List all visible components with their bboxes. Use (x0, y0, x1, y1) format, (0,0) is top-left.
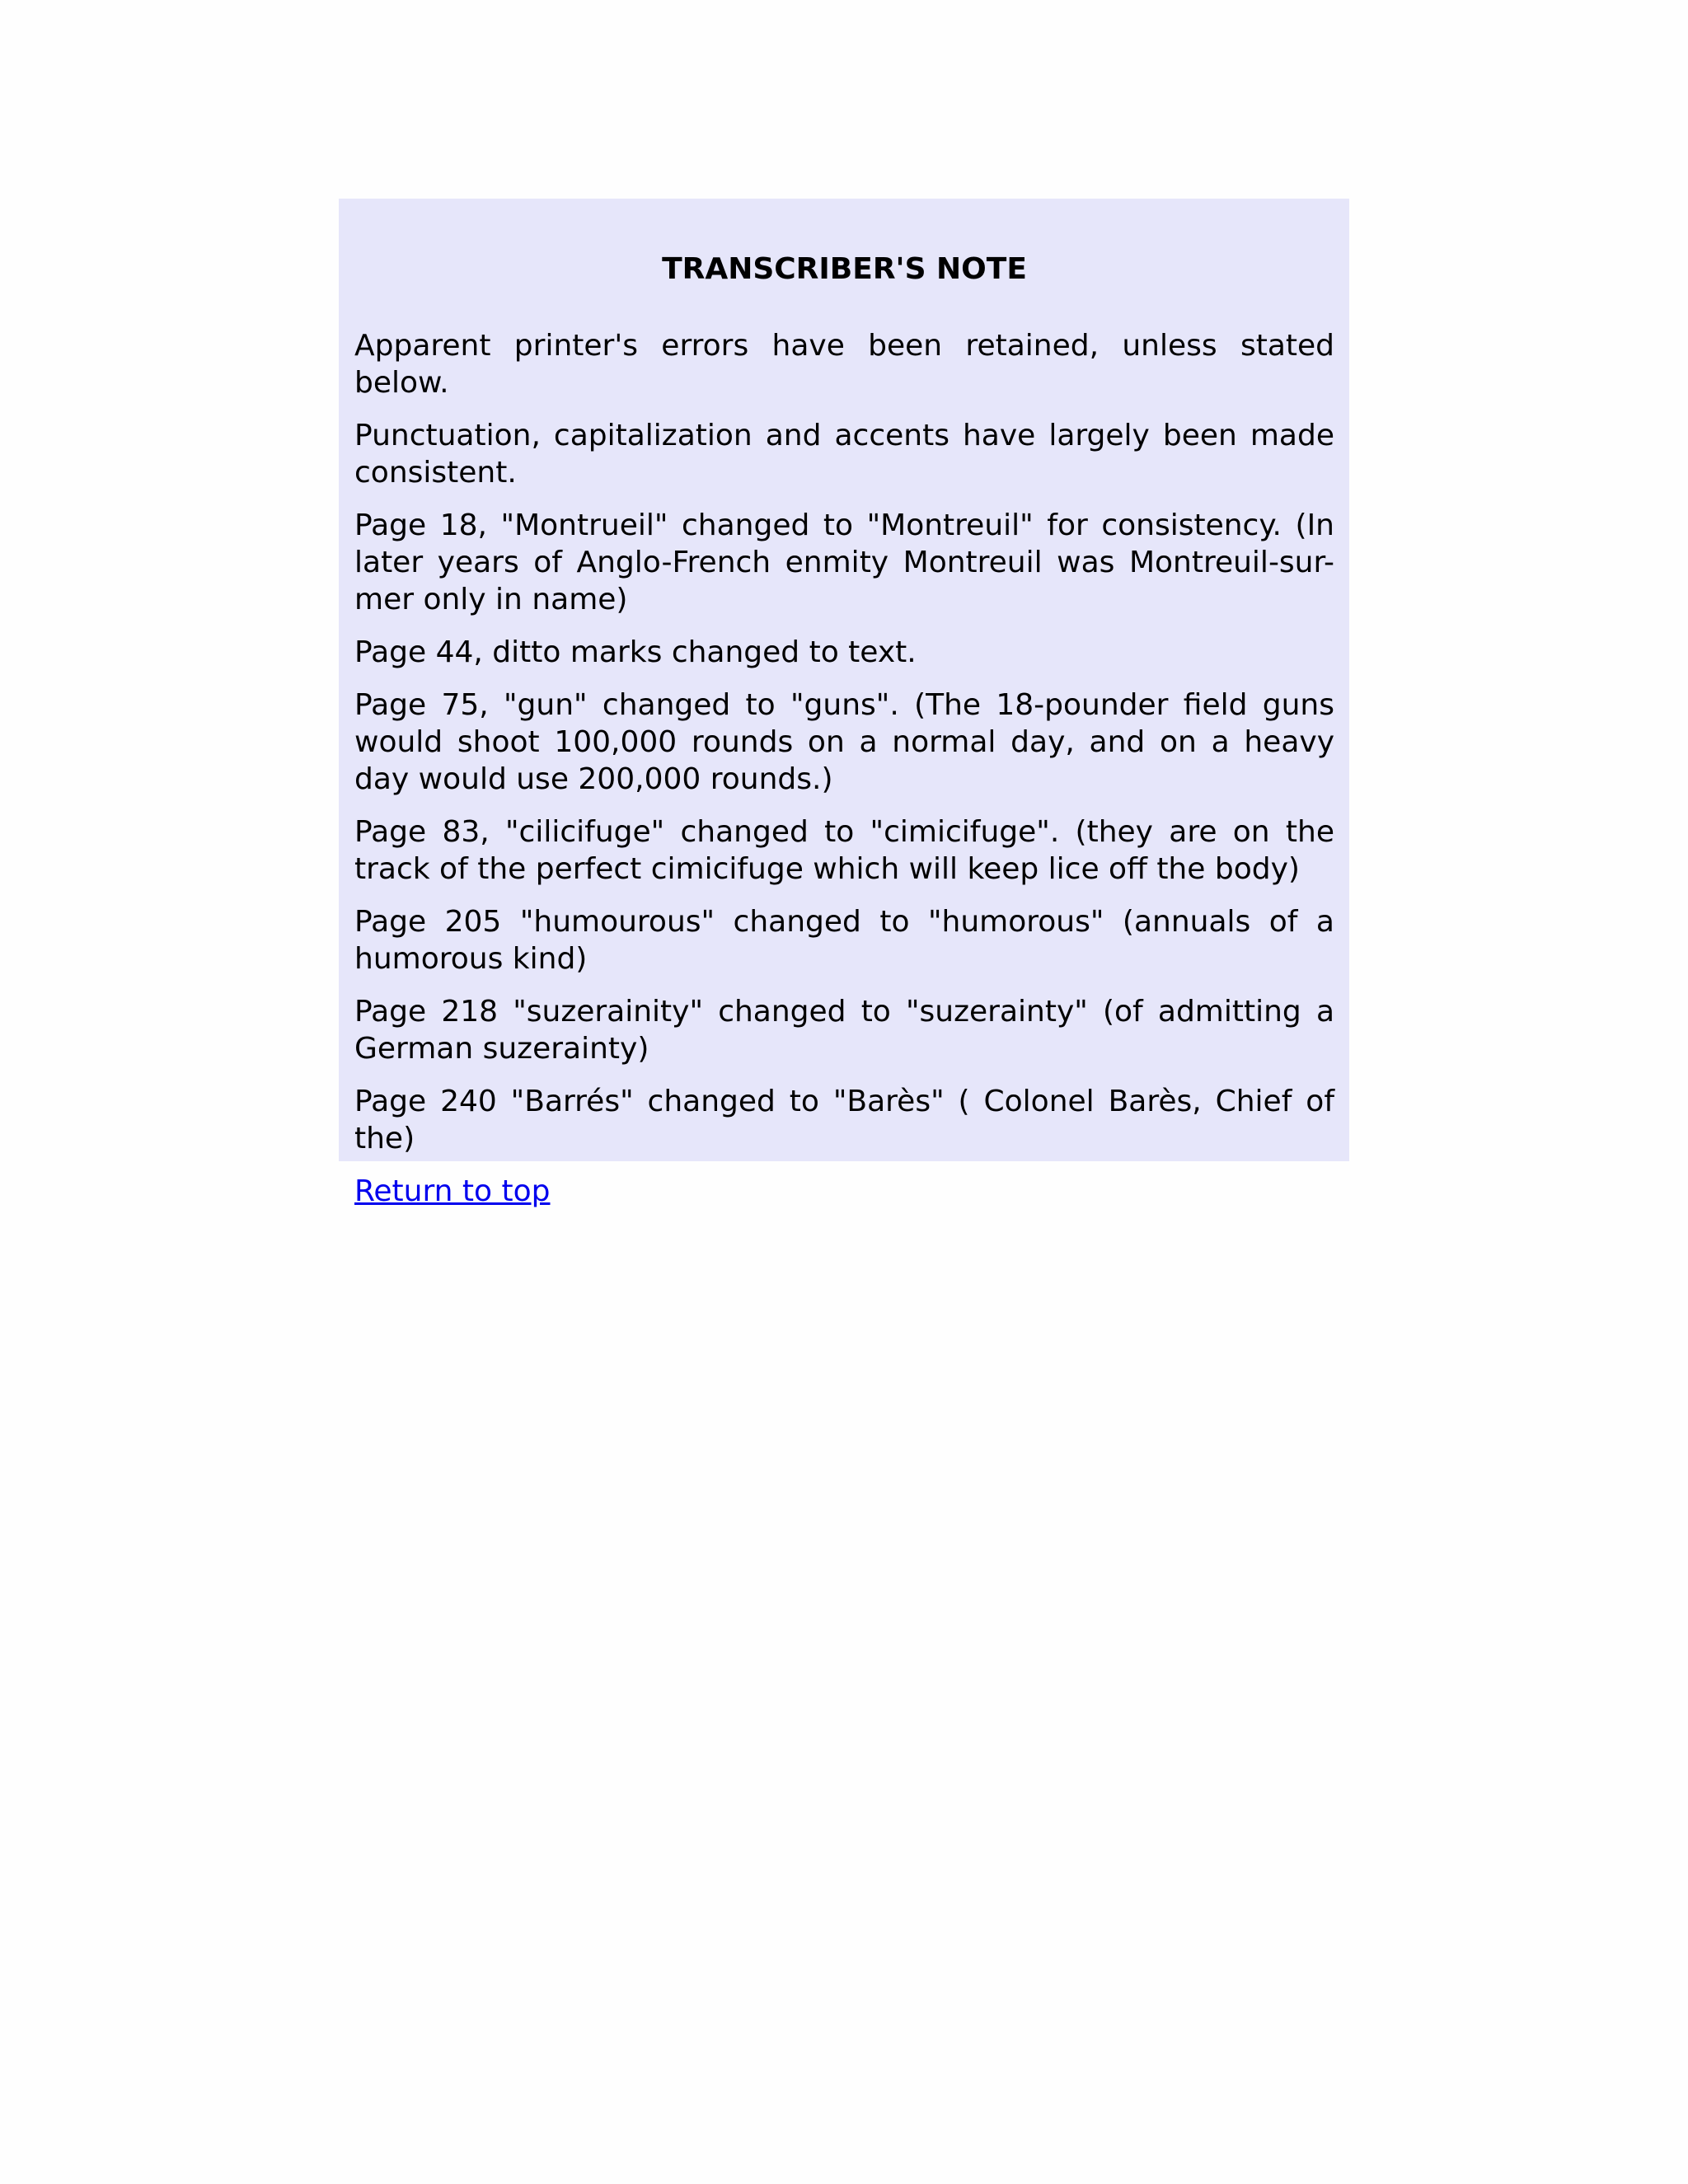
note-paragraph-page-44: Page 44, ditto marks changed to text. (354, 635, 917, 669)
note-paragraph-page-240: Page 240 "Barrés" changed to "Barès" ( Colonel Barès, Chief of the) (354, 1085, 1334, 1155)
note-paragraph-page-75: Page 75, "gun" changed to "guns". (The 18-pounder field guns would shoot 100,000 rounds on a normal day, and on a heavy day would use 200,000 rounds.) (354, 688, 1334, 796)
note-paragraph-page-205: Page 205 "humourous" changed to "humorous" (annuals of a humorous kind) (354, 905, 1334, 976)
note-paragraph-page-83: Page 83, "cilicifuge" changed to "cimicifuge". (they are on the track of the perfect cimicifuge which will keep lice off the body) (354, 815, 1334, 886)
return-to-top-link[interactable]: Return to top (354, 1174, 551, 1208)
note-title: TRANSCRIBER'S NOTE (662, 252, 1027, 286)
note-paragraph-consistency: Punctuation, capitalization and accents have largely been made consistent. (354, 419, 1334, 490)
note-paragraph-page-218: Page 218 "suzerainity" changed to "suzerainty" (of admitting a German suzerainty) (354, 995, 1334, 1066)
transcribers-note-box (339, 199, 1349, 1208)
note-paragraph-page-18: Page 18, "Montrueil" changed to "Montreuil" for consistency. (In later years of Anglo-French enmity Montreuil was Montreuil-sur-mer only in name) (354, 509, 1334, 616)
note-paragraph-intro: Apparent printer's errors have been retained, unless stated below. (354, 329, 1334, 400)
